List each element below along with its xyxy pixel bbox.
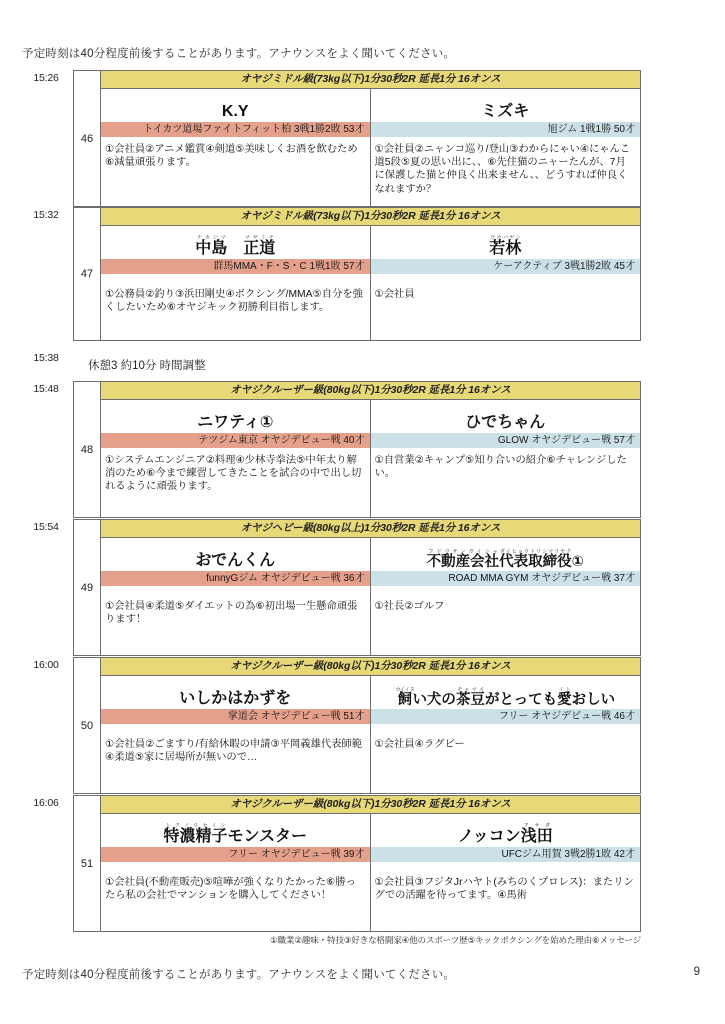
red-gym-band-51: フリー オヤジデビュー戦 39才 [101,847,370,862]
red-gym-band-46: トイカツ道場ファイトフィット柏 3戦1勝2敗 53才 [101,122,370,137]
red-name-line-49 [101,538,370,571]
red-profile-48: ①システムエンジニア②料理④少林寺拳法⑤中年太り解消のため⑥今まで練習してきたことを試合の中で出し切れるように頑張ります。 [105,455,362,493]
red-fighter-name-48: ニワティ① [197,414,274,432]
red-gym-band-49: funnyGジム オヤジデビュー戦 36才 [101,571,370,586]
bout-block-48 [73,381,641,518]
red-corner-47 [101,226,371,340]
blue-gym-band-49: ROAD MMA GYM オヤジデビュー戦 37才 [371,571,641,586]
red-name-line-50 [101,676,370,709]
bout-number-48: 48 [74,382,101,517]
blue-name-line-50 [371,676,641,709]
break-time: 15:38 [33,352,59,364]
red-fighter-name-47: 中島ナカジマ 正道マサミチ [195,235,276,258]
blue-gym-band-51: UFCジム用賀 3戦2勝1敗 42才 [371,847,641,862]
bottom-schedule-note: 予定時刻は40分程度前後することがあります。アナウンスをよく聞いてください。 [22,969,456,981]
red-corner-51 [101,814,371,931]
blue-profile-48: ①自営業②キャンプ⑤知り合いの紹介⑥チャレンジしたい。 [374,455,627,480]
blue-profile-50: ①会社員④ラグビー [374,739,465,750]
bout-number-51: 51 [74,796,101,931]
blue-profile-51: ①会社員③フジタJrハヤト(みちのくプロレス)：またリングでの活躍を待ってます。④馬術 [374,877,634,902]
bout-time-47: 15:32 [33,209,59,221]
red-profile-47: ①公務員②釣り③浜田剛史④ボクシング/MMA⑤自分を強くしたいため⑥オヤジキック初勝利目指します。 [105,289,363,314]
break-label: 休憩3 約10分 時間調整 [88,360,206,372]
red-profile-51: ①会社員(不動産販売)⑤喧嘩が強くなりたかった⑥勝ったら私の会社でマンションを購入してください！ [105,877,356,902]
blue-fighter-name-47: 若林ワカバヤシ [489,235,522,258]
bout-block-46 [73,70,641,207]
blue-fighter-name-50: 飼カイイヌい犬の茶豆チャマメがとっても愛イトおしい [395,686,616,708]
red-gym-band-48: テツジム東京 オヤジデビュー戦 40才 [101,433,370,448]
red-gym-band-50: 掌道会 オヤジデビュー戦 51才 [101,709,370,724]
blue-corner-47 [371,226,641,340]
bout-time-49: 15:54 [33,521,59,533]
blue-gym-band-46: 旭ジム 1戦1勝 50才 [371,122,641,137]
bout-number-46: 46 [74,71,101,206]
blue-fighter-name-48: ひでちゃん [465,414,546,432]
blue-name-line-46 [371,89,641,122]
red-name-line-48 [101,400,370,433]
bout-block-49 [73,519,641,656]
red-fighter-name-50: いしかはかずを [179,690,292,708]
bout-class-band-51: オヤジクルーザー級(80kg以下)1分30秒2R 延長1分 16オンス [101,796,640,814]
bout-time-50: 16:00 [33,659,59,671]
bout-block-51 [73,795,641,932]
blue-corner-50 [371,676,641,793]
bout-class-band-50: オヤジクルーザー級(80kg以下)1分30秒2R 延長1分 16オンス [101,658,640,676]
blue-fighter-name-51: ノッコン浅田アサダ [457,823,553,846]
bout-block-47 [73,207,641,341]
bout-class-band-46: オヤジミドル級(73kg以下)1分30秒2R 延長1分 16オンス [101,71,640,89]
blue-fighter-name-46: ミズキ [481,103,530,121]
top-schedule-note: 予定時刻は40分程度前後することがあります。アナウンスをよく聞いてください。 [22,48,456,60]
bout-class-band-48: オヤジクルーザー級(80kg以下)1分30秒2R 延長1分 16オンス [101,382,640,400]
blue-name-line-49 [371,538,641,571]
red-fighter-name-51: 特濃精子トクノウセイシモンスター [163,823,308,846]
blue-profile-47: ①会社員 [374,289,415,300]
blue-name-line-48 [371,400,641,433]
bout-number-49: 49 [74,520,101,655]
blue-corner-46 [371,89,641,206]
red-corner-49 [101,538,371,655]
bout-class-band-47: オヤジミドル級(73kg以下)1分30秒2R 延長1分 16オンス [101,208,640,226]
bout-class-band-49: オヤジヘビー級(80kg以上)1分30秒2R 延長1分 16オンス [101,520,640,538]
red-profile-49: ①会社員④柔道⑤ダイエットの為⑥初出場一生懸命頑張ります！ [105,601,358,626]
blue-name-line-47 [371,226,641,259]
red-corner-50 [101,676,371,793]
blue-fighter-name-49: 不動産会社フドウサンガイシャ代表取締役ダイヒョウトリシマリヤク① [426,548,584,570]
bout-time-48: 15:48 [33,383,59,395]
blue-corner-49 [371,538,641,655]
bout-number-47: 47 [74,208,101,340]
blue-gym-band-47: ケーアクティブ 3戦1勝2敗 45才 [371,259,641,274]
red-name-line-47 [101,226,370,259]
blue-profile-49: ①社長②ゴルフ [374,601,445,612]
red-profile-50: ①会社員②ごますり/有給休暇の申請③平岡義雄代表師範④柔道⑤家に居場所が無いので… [105,739,363,764]
page-number: 9 [693,966,700,978]
red-name-line-46 [101,89,370,122]
red-gym-band-47: 群馬MMA・F・S・C 1戦1敗 57才 [101,259,370,274]
red-corner-46 [101,89,371,206]
blue-corner-51 [371,814,641,931]
blue-gym-band-50: フリー オヤジデビュー戦 46才 [371,709,641,724]
red-name-line-51 [101,814,370,847]
red-fighter-name-46: K.Y [221,103,249,121]
bout-block-50 [73,657,641,794]
bout-time-51: 16:06 [33,797,59,809]
red-profile-46: ①会社員②アニメ鑑賞④剣道⑤美味しくお酒を飲むため⑥減量頑張ります。 [105,144,358,169]
profile-legend: ①職業②趣味・特技③好きな格闘家④他のスポーツ歴⑤キックボクシングを始めた理由⑥メッセージ [270,935,641,945]
bout-number-50: 50 [74,658,101,793]
blue-corner-48 [371,400,641,517]
red-corner-48 [101,400,371,517]
bout-time-46: 15:26 [33,72,59,84]
blue-name-line-51 [371,814,641,847]
blue-gym-band-48: GLOW オヤジデビュー戦 57才 [371,433,641,448]
red-fighter-name-49: おでんくん [195,552,276,570]
blue-profile-46: ①会社員②ニャンコ巡り/登山③わからにゃい④にゃんこ道5段⑤夏の思い出に、、⑥先住猫のニャーたんが、7月に保護した猫と仲良く出来ません、、どうすれば仲良くなれますか？ [374,144,631,195]
